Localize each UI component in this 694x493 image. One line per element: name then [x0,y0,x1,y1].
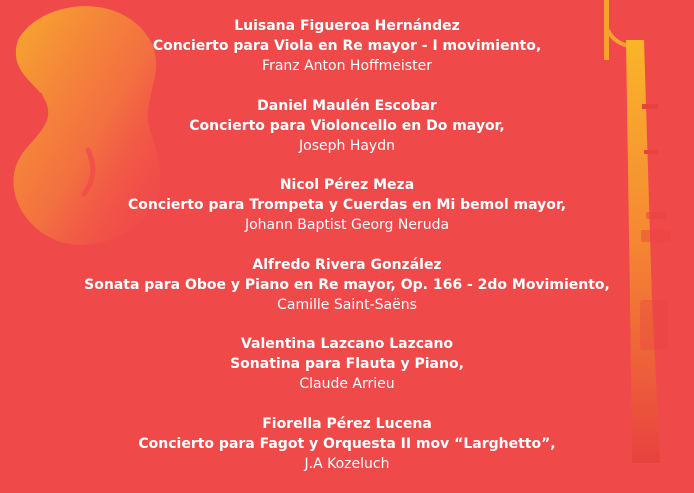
performer-name: Daniel Maulén Escobar [0,96,694,116]
program-entry [0,414,694,493]
concert-program [0,16,694,493]
program-entry [0,96,694,176]
program-entry [0,16,694,96]
piece-title: Concierto para Violoncello en Do mayor, [0,116,694,136]
program-entry [0,255,694,335]
piece-title: Sonatina para Flauta y Piano, [0,354,694,374]
composer-name: Joseph Haydn [0,136,694,156]
piece-title: Concierto para Trompeta y Cuerdas en Mi bemol mayor, [0,195,694,215]
performer-name: Luisana Figueroa Hernández [0,16,694,36]
performer-name: Alfredo Rivera González [0,255,694,275]
piece-title: Sonata para Oboe y Piano en Re mayor, Op. 166 - 2do Movimiento, [0,275,694,295]
composer-name: Camille Saint-Saëns [0,295,694,315]
piece-title: Concierto para Fagot y Orquesta II mov “Larghetto”, [0,434,694,454]
composer-name: Franz Anton Hoffmeister [0,56,694,76]
performer-name: Fiorella Pérez Lucena [0,414,694,434]
composer-name: Claude Arrieu [0,374,694,394]
performer-name: Nicol Pérez Meza [0,175,694,195]
piece-title: Concierto para Viola en Re mayor - I movimiento, [0,36,694,56]
composer-name: J.A Kozeluch [0,454,694,474]
program-entry [0,175,694,255]
performer-name: Valentina Lazcano Lazcano [0,334,694,354]
composer-name: Johann Baptist Georg Neruda [0,215,694,235]
program-entry [0,334,694,414]
